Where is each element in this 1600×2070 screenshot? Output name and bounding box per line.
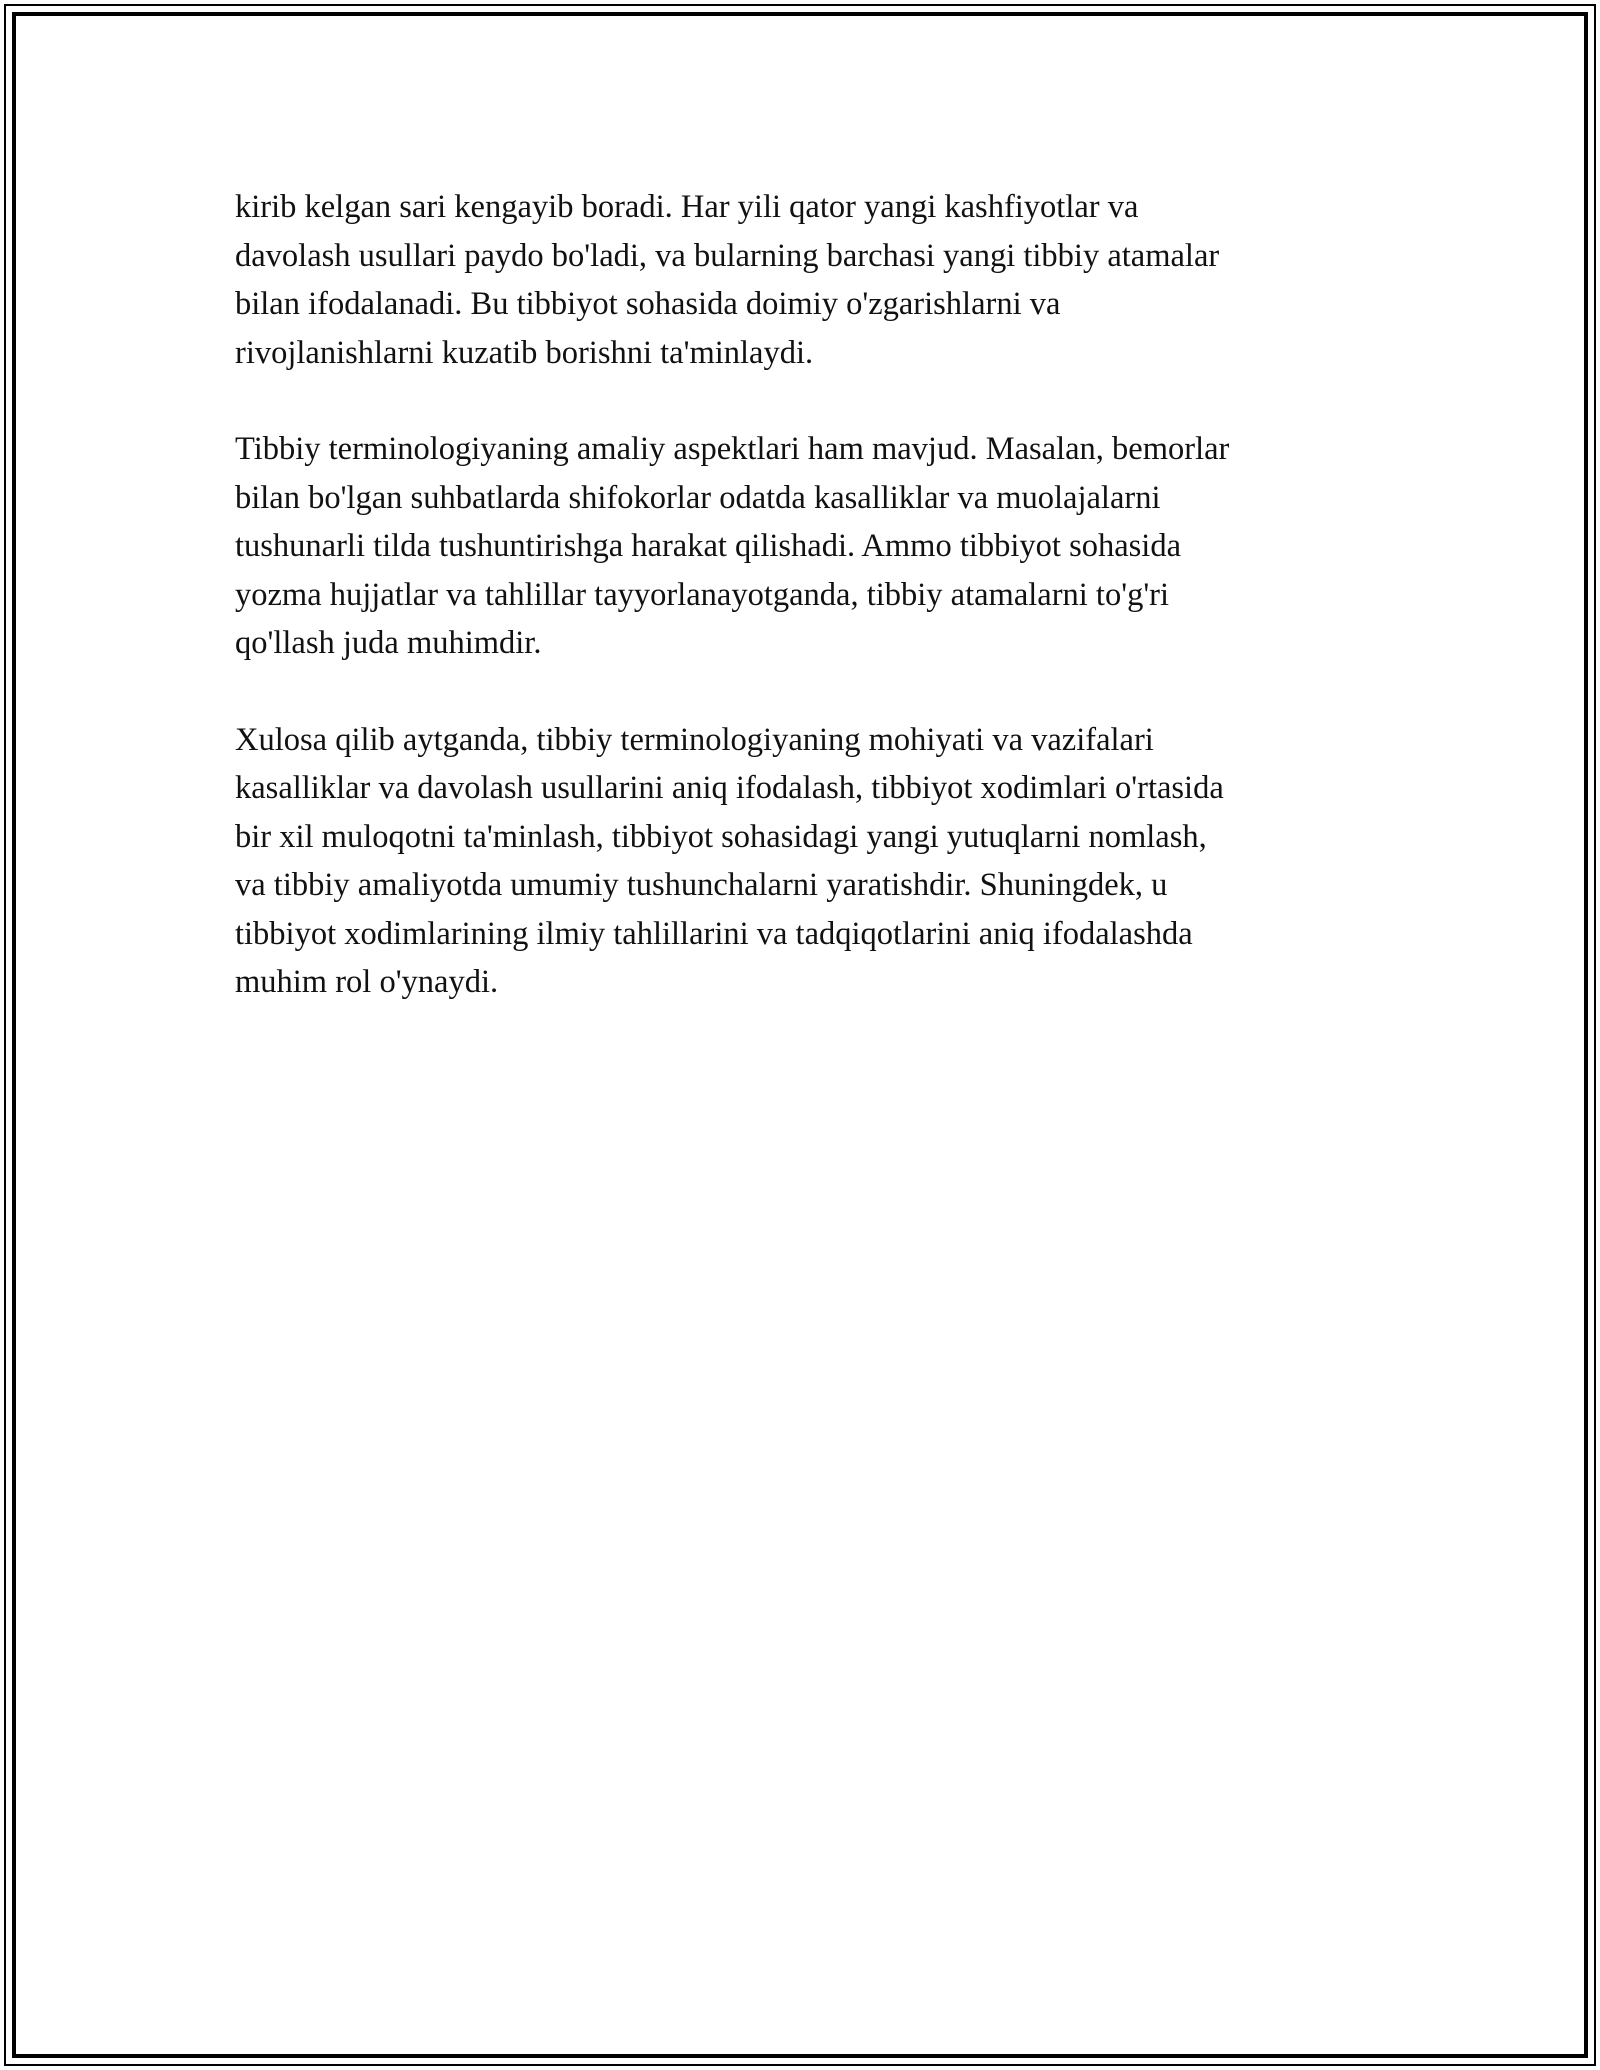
paragraph-1: kirib kelgan sari kengayib boradi. Har yili qator yangi kashfiyotlar va davolash usullari paydo bo'ladi, va bularning barchasi yangi tibbiy atamalar bilan ifodalanadi. Bu tibbiyot sohasida doimiy o'zgarishlarni va rivojlanishlarni kuzatib borishni ta'minlaydi. — [235, 189, 1220, 371]
paragraph-3: Xulosa qilib aytganda, tibbiy terminologiyaning mohiyati va vazifalari kasalliklar va davolash usullarini aniq ifodalash, tibbiyot xodimlari o'rtasida bir xil muloqotni ta'minlash, tibbiyot sohasidagi yangi yutuqlarni nomlash, va tibbiy amaliyotda umumiy tushunchalarni yaratishdir. Shuningdek, u tibbiyot xodimlarining ilmiy tahlillarini va tadqiqotlarini aniq ifodalashda muhim rol o'ynaydi. — [235, 721, 1224, 1000]
paragraph-2: Tibbiy terminologiyaning amaliy aspektlari ham mavjud. Masalan, bemorlar bilan bo'lgan suhbatlarda shifokorlar odatda kasalliklar va muolajalarni tushunarli tilda tushuntirishga harakat qilishadi. Ammo tibbiyot sohasida yozma hujjatlar va tahlillar tayyorlanayotganda, tibbiy atamalarni to'g'ri qo'llash juda muhimdir. — [235, 431, 1230, 661]
document-body — [235, 183, 1415, 1055]
